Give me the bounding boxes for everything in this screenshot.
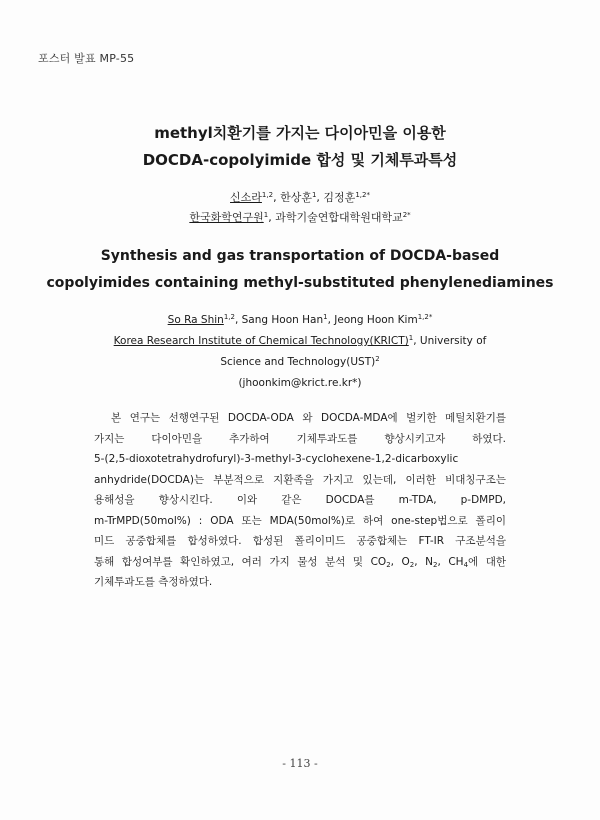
affiliation-en-1-sup: 1 <box>408 334 414 342</box>
abstract-line-1: 본 연구는 선행연구된 DOCDA-ODA 와 DOCDA-MDA에 벌키한 메틸치환기를 <box>111 412 506 424</box>
author-ko-3-sup: 1,2* <box>355 191 370 199</box>
author-ko-2-sup: 1 <box>311 191 317 199</box>
affiliation-en-1: Korea Research Institute of Chemical Technology(KRICT) <box>113 335 409 347</box>
abstract-line-7: 미드 공중합체를 합성하였다. 합성된 폴리이미드 공중합체는 FT-IR 구조분석을 <box>94 535 506 547</box>
affiliation-en-2: Science and Technology(UST) <box>220 356 376 368</box>
abstract-line-6: m-TrMPD(50mol%) : ODA 또는 MDA(50mol%)로 하여 one-step법으로 폴리이 <box>94 514 506 527</box>
korean-authors-block <box>0 188 600 228</box>
abstract-line-9: 기체투과도를 측정하였다. <box>94 576 213 588</box>
author-en-2: Sang Hoon Han <box>241 314 324 326</box>
affiliation-ko-1: 한국화학연구원 <box>189 211 264 224</box>
author-ko-1: 신소라 <box>230 191 262 204</box>
english-title-line2: copolyimides containing methyl-substituted phenylenediamines <box>46 275 554 291</box>
abstract-line-3: 5-(2,5-dioxotetrahydrofuryl)-3-methyl-3-cyclohexene-1,2-dicarboxylic <box>94 453 459 465</box>
english-title <box>0 243 600 297</box>
english-affiliation-line2 <box>0 352 600 373</box>
affiliation-ko-2-sup: 2* <box>402 211 411 219</box>
korean-affiliation-line: 한국화학연구원$^1$, 과학기술연합대학원대학교$^{2*}$ <box>189 211 411 224</box>
abstract-body <box>94 408 506 593</box>
author-ko-1-sup: 1,2 <box>261 191 274 199</box>
author-ko-3: 김정훈 <box>323 191 356 204</box>
author-en-1-sup: 1,2 <box>223 313 235 321</box>
author-en-3-sup: 1,2* <box>417 313 433 321</box>
abstract-line-8: 통해 합성여부를 확인하였고, 여러 가지 물성 분석 및 $CO_2$, $O_2$, $N_2$, $CH_4$에 대한 <box>94 555 507 569</box>
author-en-1: So Ra Shin <box>167 314 224 326</box>
affiliation-ko-1-sup: 1 <box>263 211 269 219</box>
page-number: - 113 - <box>282 757 318 770</box>
abstract-line-2: 가지는 다이아민을 추가하여 기체투과도를 향상시키고자 하였다. <box>94 432 506 445</box>
affiliation-en-1-tail: , University of <box>413 335 487 347</box>
english-title-line1: Synthesis and gas transportation of DOCDA-based <box>100 248 500 264</box>
korean-title-line1: methyl치환기를 가지는 다이아민을 이용한 <box>154 124 446 142</box>
corresponding-email: (jhoonkim@krict.re.kr*) <box>238 377 362 389</box>
author-en-3: Jeong Hoon Kim <box>334 314 418 326</box>
abstract-line-5: 용해성을 향상시킨다. 이와 같은 DOCDA를 m-TDA, p-DMPD, <box>94 494 506 506</box>
korean-title <box>0 120 600 174</box>
affiliation-en-2-sup: 2 <box>375 355 380 363</box>
author-en-2-sup: 1 <box>323 313 328 321</box>
poster-session-tag: 포스터 발표 MP-55 <box>38 52 135 65</box>
english-author-line: So Ra Shin$^{1,2}$, Sang Hoon Han$^1$, Jeong Hoon Kim$^{1,2*}$ <box>167 313 433 326</box>
abstract-line-4: anhydride(DOCDA)는 부분적으로 지환족을 가지고 있는데, 이러한 비대칭구조는 <box>94 473 506 486</box>
english-authors-block <box>0 310 600 394</box>
korean-author-line: 신소라$^{1,2}$, 한상훈$^1$, 김정훈$^{1,2*}$ <box>230 191 370 204</box>
korean-title-line2: DOCDA-copolyimide 합성 및 기체투과특성 <box>142 151 458 169</box>
author-ko-2: 한상훈 <box>280 191 312 204</box>
affiliation-ko-2: 과학기술연합대학원대학교 <box>275 211 403 224</box>
english-affiliation-line1 <box>0 331 600 352</box>
